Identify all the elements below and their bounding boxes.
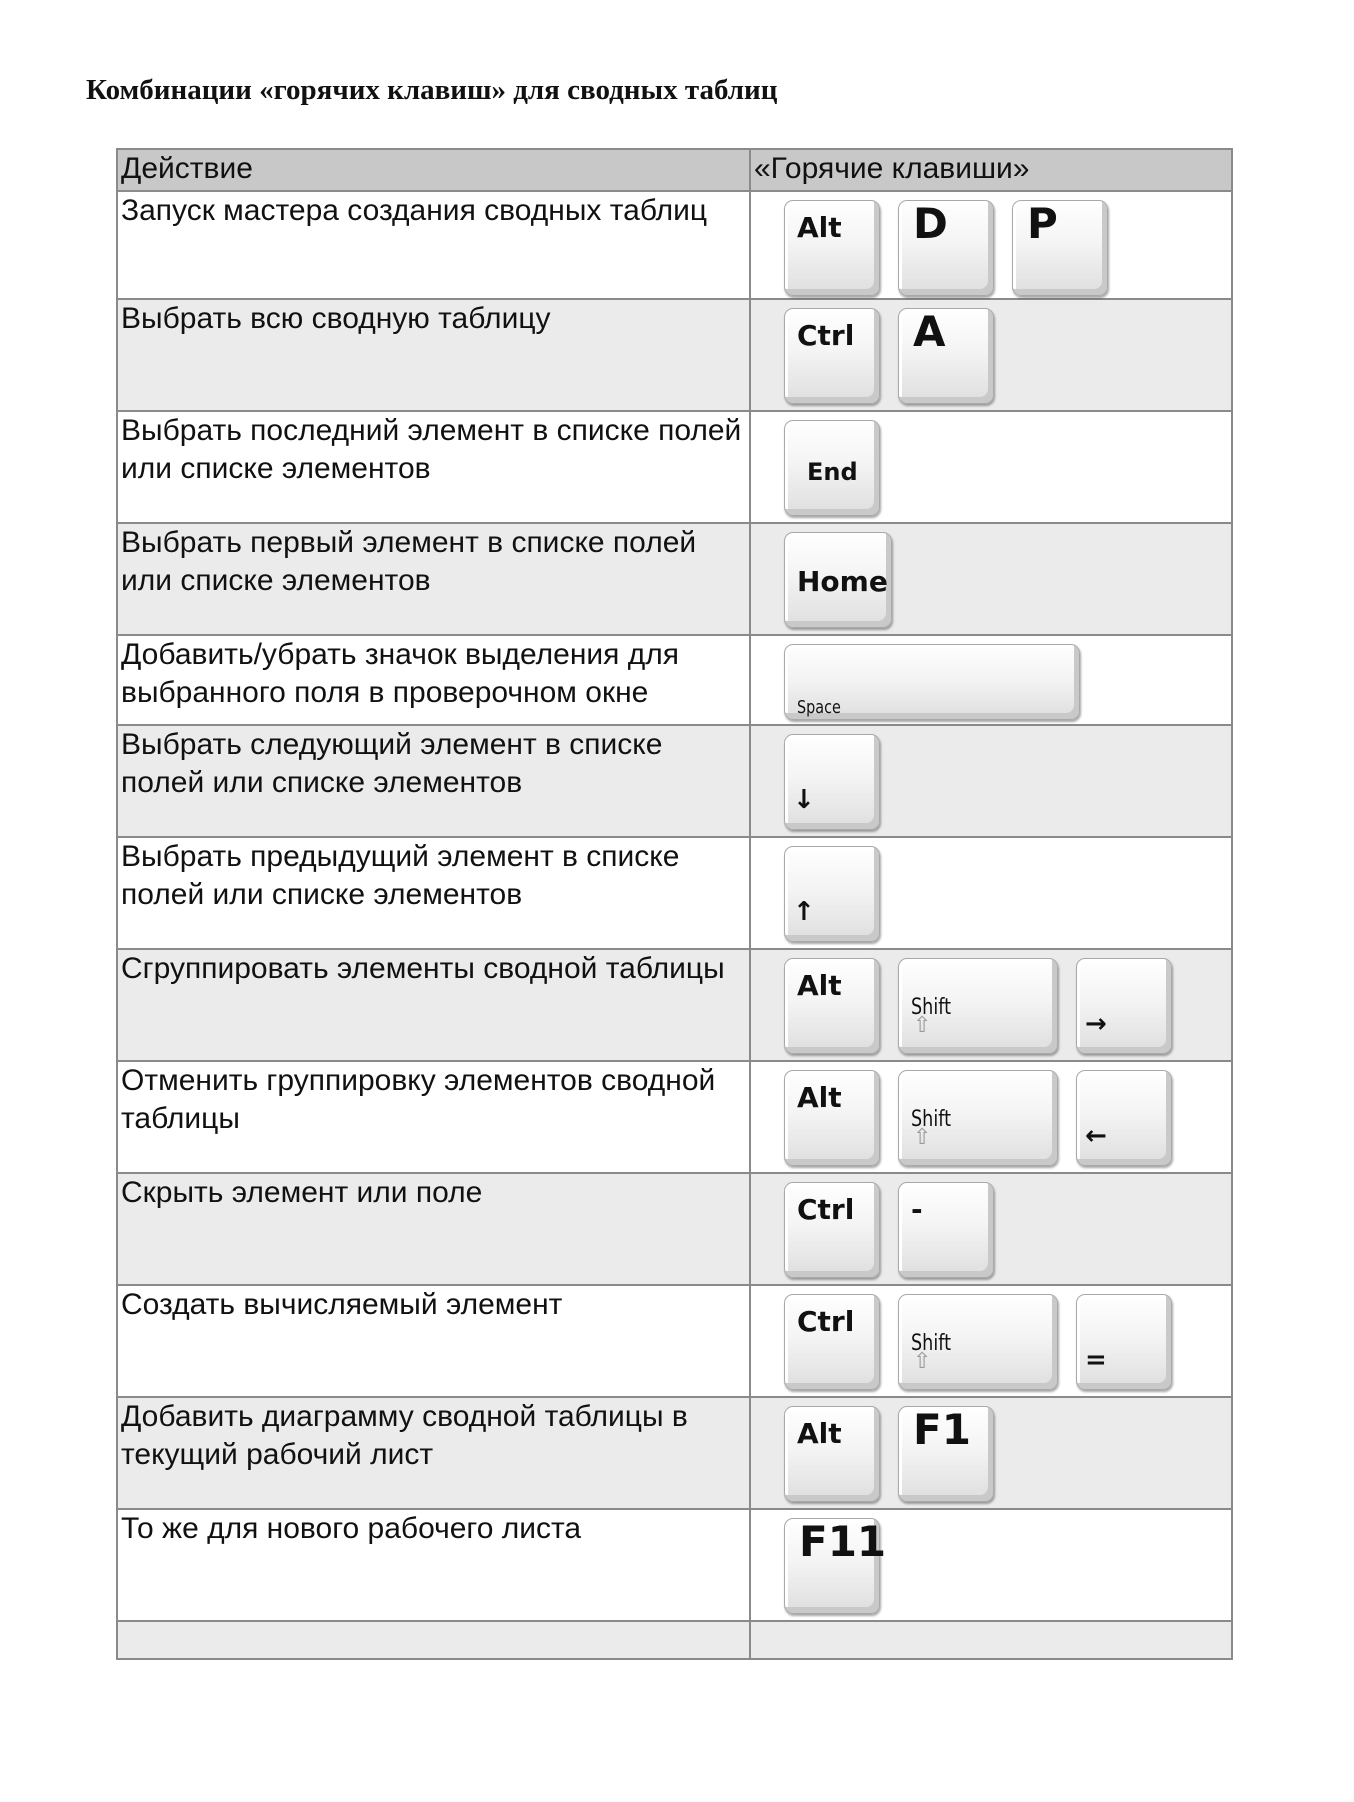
table-row — [117, 523, 1232, 635]
key-combination — [784, 1517, 887, 1614]
table-row — [117, 191, 1232, 299]
key-label: D — [913, 199, 948, 248]
space-key — [784, 644, 1080, 720]
arrow-down-key — [784, 734, 880, 830]
key-label: End — [807, 458, 858, 486]
ctrl-key — [784, 1294, 880, 1390]
table-row — [117, 1621, 1232, 1659]
shift-arrow-icon: ⇧ — [913, 1349, 932, 1374]
key-label: ↓ — [793, 785, 815, 815]
key-label: Alt — [797, 1417, 842, 1450]
minus-key — [898, 1182, 994, 1278]
document-title: Комбинации «горячих клавиш» для сводных таблиц — [86, 74, 778, 106]
table-row — [117, 1285, 1232, 1397]
action-cell: Добавить/убрать значок выделения для выбранного поля в проверочном окне — [117, 635, 750, 725]
hotkeys-cell — [750, 1621, 1232, 1659]
key-combination — [784, 734, 880, 830]
key-label: P — [1027, 199, 1058, 248]
key-combination — [784, 1070, 1172, 1166]
hotkeys-cell — [750, 299, 1232, 411]
shift-key — [898, 958, 1058, 1054]
arrow-right-key — [1076, 958, 1172, 1054]
key-label: A — [913, 307, 946, 356]
home-key — [784, 532, 892, 628]
table-row — [117, 949, 1232, 1061]
key-label: Ctrl — [797, 1305, 855, 1338]
header-action: Действие — [117, 149, 750, 191]
hotkeys-cell — [750, 635, 1232, 725]
action-cell: Запуск мастера создания сводных таблиц — [117, 191, 750, 299]
table-row — [117, 725, 1232, 837]
action-cell: Выбрать первый элемент в списке полей или списке элементов — [117, 523, 750, 635]
arrow-left-key — [1076, 1070, 1172, 1166]
table-row — [117, 299, 1232, 411]
key-combination — [784, 420, 880, 516]
key-label: Space — [797, 697, 841, 718]
key-label: F11 — [799, 1517, 887, 1566]
hotkeys-cell — [750, 725, 1232, 837]
table-row — [117, 411, 1232, 523]
key-label: - — [911, 1193, 923, 1226]
key-label: Alt — [797, 1081, 842, 1114]
a-key — [898, 308, 994, 404]
key-label: Ctrl — [797, 1193, 855, 1226]
key-label: Alt — [797, 969, 842, 1002]
alt-key — [784, 1070, 880, 1166]
key-label: ← — [1085, 1121, 1107, 1151]
d-key — [898, 200, 994, 296]
key-label: Shift — [911, 1107, 952, 1132]
hotkeys-cell — [750, 1509, 1232, 1621]
equals-key — [1076, 1294, 1172, 1390]
key-combination — [784, 644, 1080, 720]
ctrl-key — [784, 308, 880, 404]
shift-arrow-icon: ⇧ — [913, 1125, 932, 1150]
action-cell: Выбрать всю сводную таблицу — [117, 299, 750, 411]
action-cell: Сгруппировать элементы сводной таблицы — [117, 949, 750, 1061]
arrow-up-key — [784, 846, 880, 942]
key-combination — [784, 1182, 994, 1278]
action-cell: Скрыть элемент или поле — [117, 1173, 750, 1285]
action-cell: Выбрать следующий элемент в списке полей или списке элементов — [117, 725, 750, 837]
action-cell: Отменить группировку элементов сводной таблицы — [117, 1061, 750, 1173]
key-combination — [784, 200, 1108, 296]
hotkeys-cell — [750, 1285, 1232, 1397]
key-label: Shift — [911, 995, 952, 1020]
key-label: F1 — [913, 1405, 971, 1454]
key-label: Ctrl — [797, 319, 855, 352]
key-label: Alt — [797, 211, 842, 244]
key-label: ↑ — [793, 897, 815, 927]
hotkeys-cell — [750, 837, 1232, 949]
hotkeys-cell — [750, 1061, 1232, 1173]
header-hotkeys: «Горячие клавиши» — [750, 149, 1232, 191]
key-combination — [784, 1406, 994, 1502]
hotkeys-cell — [750, 411, 1232, 523]
shift-key — [898, 1070, 1058, 1166]
f11-key — [784, 1517, 887, 1614]
action-cell: Выбрать предыдущий элемент в списке полей или списке элементов — [117, 837, 750, 949]
hotkeys-cell — [750, 1173, 1232, 1285]
key-combination — [784, 532, 892, 628]
key-label: → — [1085, 1009, 1107, 1039]
table-row — [117, 635, 1232, 725]
action-cell — [117, 1621, 750, 1659]
hotkeys-cell — [750, 949, 1232, 1061]
key-combination — [784, 1294, 1172, 1390]
action-cell: Выбрать последний элемент в списке полей или списке элементов — [117, 411, 750, 523]
shift-key — [898, 1294, 1058, 1390]
action-cell: То же для нового рабочего листа — [117, 1509, 750, 1621]
key-label: Home — [797, 565, 888, 598]
alt-key — [784, 958, 880, 1054]
action-cell: Добавить диаграмму сводной таблицы в текущий рабочий лист — [117, 1397, 750, 1509]
ctrl-key — [784, 1182, 880, 1278]
table-row — [117, 1173, 1232, 1285]
f1-key — [898, 1406, 994, 1502]
p-key — [1012, 200, 1108, 296]
table-row — [117, 837, 1232, 949]
key-label: Shift — [911, 1331, 952, 1356]
hotkeys-cell — [750, 1397, 1232, 1509]
shift-arrow-icon: ⇧ — [913, 1013, 932, 1038]
end-key — [784, 420, 880, 516]
key-combination — [784, 846, 880, 942]
table-row — [117, 1397, 1232, 1509]
hotkeys-table — [116, 148, 1233, 1660]
table-row — [117, 1061, 1232, 1173]
key-label: = — [1085, 1345, 1107, 1375]
action-cell: Создать вычисляемый элемент — [117, 1285, 750, 1397]
key-combination — [784, 308, 994, 404]
key-combination — [784, 958, 1172, 1054]
table-header-row — [117, 149, 1232, 191]
alt-key — [784, 1406, 880, 1502]
hotkeys-cell — [750, 523, 1232, 635]
alt-key — [784, 200, 880, 296]
table-row — [117, 1509, 1232, 1621]
hotkeys-cell — [750, 191, 1232, 299]
